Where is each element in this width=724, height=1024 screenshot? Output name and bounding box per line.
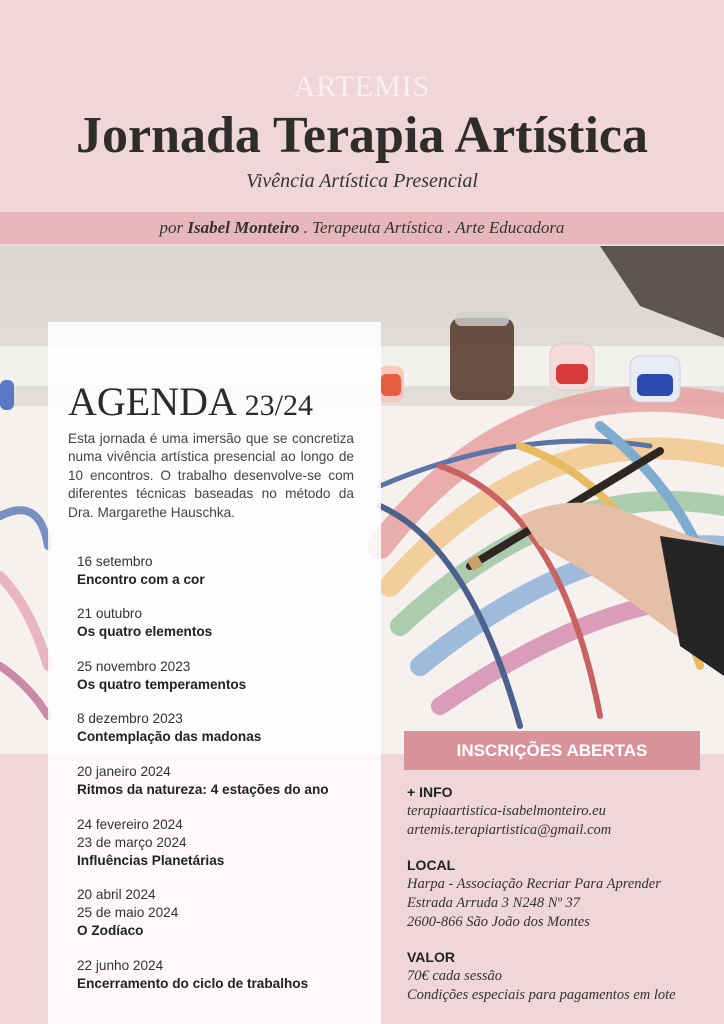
registrations-open-banner: INSCRIÇÕES ABERTAS bbox=[404, 731, 700, 770]
agenda-label: AGENDA bbox=[68, 379, 235, 424]
local-heading: LOCAL bbox=[407, 857, 456, 873]
local-line: 2600-866 São João dos Montes bbox=[407, 914, 590, 930]
agenda-event bbox=[77, 816, 224, 870]
event-date: 25 novembro 2023 bbox=[77, 659, 191, 674]
event-date: 23 de março 2024 bbox=[77, 835, 187, 850]
event-date: 20 janeiro 2024 bbox=[77, 764, 171, 779]
event-topic: Ritmos da natureza: 4 estações do ano bbox=[77, 782, 329, 797]
byline bbox=[0, 218, 724, 238]
agenda-event bbox=[77, 605, 212, 641]
valor-heading: VALOR bbox=[407, 949, 455, 965]
local-line: Estrada Arruda 3 N248 Nº 37 bbox=[407, 895, 581, 911]
info-section bbox=[407, 784, 611, 840]
event-topic: Encontro com a cor bbox=[77, 572, 205, 587]
event-date: 22 junho 2024 bbox=[77, 958, 164, 973]
event-date: 16 setembro bbox=[77, 554, 153, 569]
event-topic: Os quatro elementos bbox=[77, 624, 213, 639]
local-section bbox=[407, 857, 661, 932]
website-link[interactable]: terapiaartistica-isabelmonteiro.eu bbox=[407, 803, 606, 819]
event-date: 21 outubro bbox=[77, 606, 143, 621]
valor-line: Condições especiais para pagamentos em lote bbox=[407, 987, 676, 1003]
byline-prefix: por bbox=[159, 218, 184, 237]
event-topic: Influências Planetárias bbox=[77, 853, 225, 868]
page-title: Jornada Terapia Artística bbox=[75, 107, 649, 164]
agenda-event bbox=[77, 763, 329, 799]
event-topic: Encerramento do ciclo de trabalhos bbox=[77, 976, 309, 991]
agenda-title bbox=[68, 378, 313, 425]
local-line: Harpa - Associação Recriar Para Aprender bbox=[407, 876, 661, 892]
event-topic: Contemplação das madonas bbox=[77, 729, 262, 744]
agenda-event bbox=[77, 710, 261, 746]
author-name: Isabel Monteiro bbox=[187, 218, 300, 237]
event-topic: O Zodíaco bbox=[77, 923, 144, 938]
brand-logo: ARTEMIS bbox=[293, 70, 431, 103]
page-subtitle: Vivência Artística Presencial bbox=[246, 170, 478, 192]
agenda-event bbox=[77, 658, 246, 694]
event-date: 25 de maio 2024 bbox=[77, 905, 179, 920]
event-date: 8 dezembro 2023 bbox=[77, 711, 183, 726]
event-topic: Os quatro temperamentos bbox=[77, 677, 247, 692]
info-heading: + INFO bbox=[407, 784, 453, 800]
email-link[interactable]: artemis.terapiartistica@gmail.com bbox=[407, 822, 612, 838]
agenda-event bbox=[77, 886, 178, 940]
event-date: 20 abril 2024 bbox=[77, 887, 156, 902]
agenda-event bbox=[77, 553, 205, 589]
valor-section bbox=[407, 949, 676, 1005]
byline-roles: . Terapeuta Artística . Arte Educadora bbox=[303, 218, 565, 237]
valor-line: 70€ cada sessão bbox=[407, 968, 503, 984]
event-date: 24 fevereiro 2024 bbox=[77, 817, 183, 832]
agenda-intro: Esta jornada é uma imersão que se concretiza numa vivência artística presencial ao longo de 10 encontros. O trabalho desenvolve-se com diferentes técnicas baseadas no método da Dra. Margarethe Hauschka. bbox=[68, 431, 354, 520]
agenda-event bbox=[77, 957, 308, 993]
agenda-year: 23/24 bbox=[244, 389, 314, 422]
